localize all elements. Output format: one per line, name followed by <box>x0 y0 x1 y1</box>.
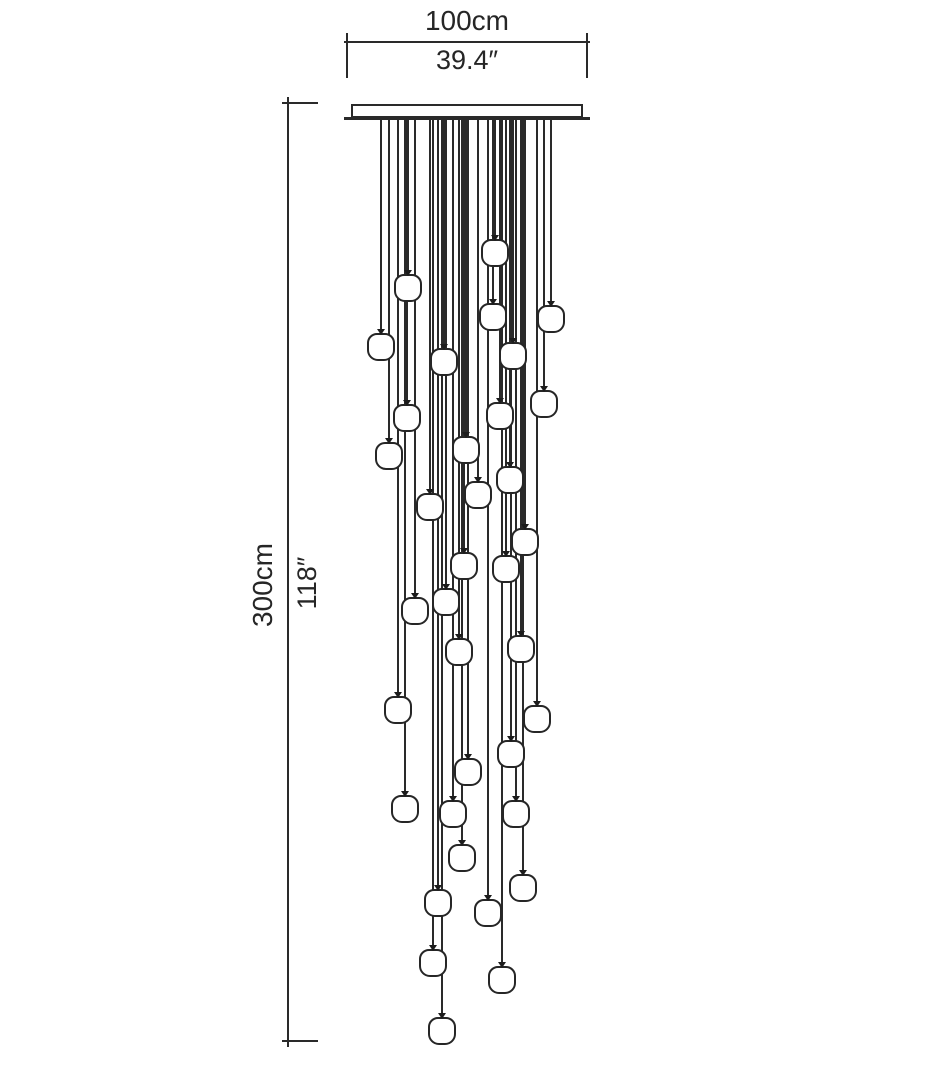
cord <box>543 119 545 390</box>
pendant-lamp <box>488 966 516 994</box>
pendant-lamp <box>474 899 502 927</box>
cord-connector <box>403 400 411 406</box>
cord <box>404 119 406 795</box>
height-label-cm: 300cm <box>247 542 278 628</box>
height-label-inch: 118″ <box>292 556 322 610</box>
pendant-lamp <box>481 239 509 267</box>
cord-connector <box>512 796 520 802</box>
cord-connector <box>426 489 434 495</box>
cord-connector <box>517 631 525 637</box>
cord-connector <box>489 299 497 305</box>
pendant-lamp <box>486 402 514 430</box>
cord-connector <box>462 432 470 438</box>
pendant-lamp <box>424 889 452 917</box>
top-dimension-line <box>344 41 590 43</box>
cord <box>487 119 489 899</box>
cord-connector <box>496 398 504 404</box>
cord-connector <box>507 736 515 742</box>
cord-connector <box>506 462 514 468</box>
cord-connector <box>401 791 409 797</box>
cord <box>524 119 526 528</box>
pendant-lamp <box>523 705 551 733</box>
pendant-lamp <box>530 390 558 418</box>
cord-connector <box>533 701 541 707</box>
cord-connector <box>438 1013 446 1019</box>
cord-connector <box>484 895 492 901</box>
cord-connector <box>502 551 510 557</box>
pendant-lamp <box>375 442 403 470</box>
cord <box>432 119 434 949</box>
cord <box>388 119 390 442</box>
cord <box>512 119 514 342</box>
cord-connector <box>540 386 548 392</box>
width-label-inch: 39.4″ <box>435 45 499 75</box>
pendant-lamp <box>432 588 460 616</box>
pendant-lamp <box>479 303 507 331</box>
cord-connector <box>442 584 450 590</box>
cord-connector <box>455 634 463 640</box>
pendant-lamp <box>419 949 447 977</box>
left-dimension-line <box>287 97 289 1047</box>
cord-connector <box>519 870 527 876</box>
cord <box>550 119 552 305</box>
cord-connector <box>474 477 482 483</box>
pendant-lamp <box>448 844 476 872</box>
cord <box>477 119 479 481</box>
cord-connector <box>440 344 448 350</box>
ceiling-canopy <box>351 104 583 118</box>
cord-connector <box>521 524 529 530</box>
cord-connector <box>449 796 457 802</box>
cord-connector <box>394 692 402 698</box>
left-dimension-bottom-tick <box>282 1040 318 1042</box>
cord-connector <box>458 840 466 846</box>
pendant-lamp <box>416 493 444 521</box>
pendant-lamp <box>393 404 421 432</box>
pendant-lamp <box>537 305 565 333</box>
cord-connector <box>460 548 468 554</box>
cord <box>494 119 496 239</box>
pendant-lamp <box>445 638 473 666</box>
cord <box>406 119 408 404</box>
pendant-lamp <box>430 348 458 376</box>
pendant-lamp <box>428 1017 456 1045</box>
cord-connector <box>464 754 472 760</box>
pendant-lamp <box>499 342 527 370</box>
canopy-lip <box>344 117 590 120</box>
cord-connector <box>509 338 517 344</box>
cord-connector <box>491 235 499 241</box>
cord <box>461 119 463 844</box>
pendant-lamp <box>394 274 422 302</box>
cord <box>414 119 416 597</box>
pendant-lamp <box>464 481 492 509</box>
cord <box>441 119 443 1017</box>
pendant-lamp <box>450 552 478 580</box>
cord <box>515 119 517 800</box>
pendant-lamp <box>454 758 482 786</box>
pendant-lamp <box>452 436 480 464</box>
cord <box>429 119 431 493</box>
width-label-cm: 100cm <box>424 5 510 36</box>
cord-connector <box>404 270 412 276</box>
pendant-lamp <box>384 696 412 724</box>
cord-connector <box>547 301 555 307</box>
pendant-lamp <box>401 597 429 625</box>
pendant-lamp <box>511 528 539 556</box>
pendant-lamp <box>502 800 530 828</box>
pendant-lamp <box>497 740 525 768</box>
pendant-lamp <box>496 466 524 494</box>
cord-connector <box>498 962 506 968</box>
pendant-lamp <box>391 795 419 823</box>
pendant-lamp <box>439 800 467 828</box>
pendant-lamp <box>507 635 535 663</box>
cord-connector <box>429 945 437 951</box>
cord-connector <box>377 329 385 335</box>
cord-connector <box>411 593 419 599</box>
left-dimension-top-tick <box>282 102 318 104</box>
cord-connector <box>385 438 393 444</box>
cord-connector <box>434 885 442 891</box>
cord <box>492 119 494 303</box>
pendant-lamp <box>509 874 537 902</box>
pendant-lamp <box>492 555 520 583</box>
cord <box>380 119 382 333</box>
pendant-lamp <box>367 333 395 361</box>
